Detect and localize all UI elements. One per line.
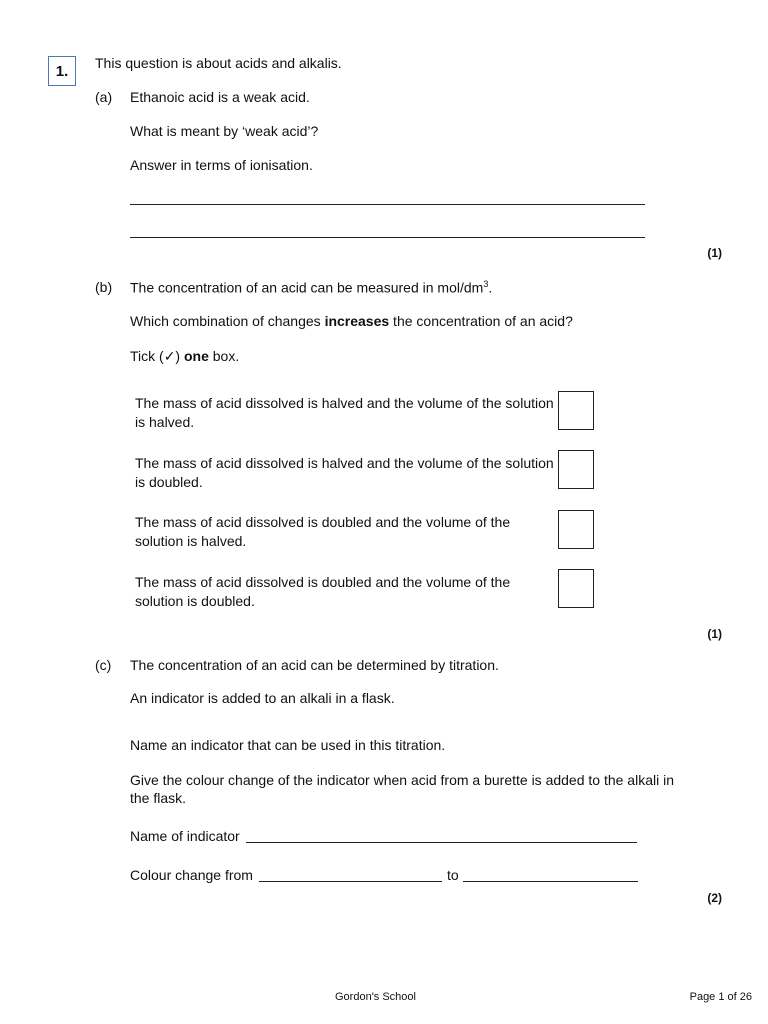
- question-intro: This question is about acids and alkalis.: [95, 55, 342, 71]
- part-b-tick-instruction: Tick (✓) one box.: [130, 348, 240, 364]
- option-2-text: The mass of acid dissolved is halved and the volume of the solution is doubled.: [135, 455, 554, 490]
- option-1-tickbox[interactable]: [558, 391, 594, 430]
- part-c-label: (c): [95, 657, 112, 673]
- part-c-line3: Name an indicator that can be used in this titration.: [130, 737, 446, 753]
- part-b-marks: (1): [707, 627, 722, 641]
- option-1-text: The mass of acid dissolved is halved and the volume of the solution is halved.: [135, 395, 554, 430]
- footer-page-number: Page 1 of 26: [689, 991, 752, 1003]
- part-a-label: (a): [95, 89, 113, 105]
- answer-line-2[interactable]: [130, 237, 645, 238]
- indicator-label: Name of indicator: [130, 828, 240, 844]
- option-4-tickbox[interactable]: [558, 569, 594, 608]
- part-a-marks: (1): [707, 246, 722, 260]
- footer-school: Gordon's School: [335, 991, 416, 1003]
- answer-line-1[interactable]: [130, 204, 645, 205]
- option-4-text: The mass of acid dissolved is doubled and the volume of the solution is doubled.: [135, 574, 511, 609]
- colour-from-label: Colour change from: [130, 867, 253, 883]
- part-b-label: (b): [95, 279, 113, 295]
- part-c-statement: The concentration of an acid can be determined by titration.: [130, 657, 499, 673]
- colour-from-answer-line[interactable]: [259, 881, 442, 882]
- indicator-answer-line[interactable]: [246, 842, 637, 843]
- option-3-tickbox[interactable]: [558, 510, 594, 549]
- part-c-line4: Give the colour change of the indicator when acid from a burette is added to the alkali in the flask.: [130, 772, 674, 806]
- part-c-line2: An indicator is added to an alkali in a flask.: [130, 690, 395, 706]
- question-number: 1.: [48, 56, 76, 86]
- option-2-tickbox[interactable]: [558, 450, 594, 489]
- part-c-marks: (2): [707, 891, 722, 905]
- part-b-statement: The concentration of an acid can be measured in mol/$dm^3$.: [130, 279, 493, 296]
- part-a-statement: Ethanoic acid is a weak acid.: [130, 89, 310, 105]
- part-b-question: Which combination of changes increases the concentration of an acid?: [130, 313, 573, 329]
- colour-to-label: to: [447, 867, 459, 883]
- colour-to-answer-line[interactable]: [463, 881, 638, 882]
- part-a-question: What is meant by ‘weak acid’?: [130, 123, 319, 139]
- option-3-text: The mass of acid dissolved is doubled and the volume of the solution is halved.: [135, 514, 511, 549]
- part-a-instruction: Answer in terms of ionisation.: [130, 157, 313, 173]
